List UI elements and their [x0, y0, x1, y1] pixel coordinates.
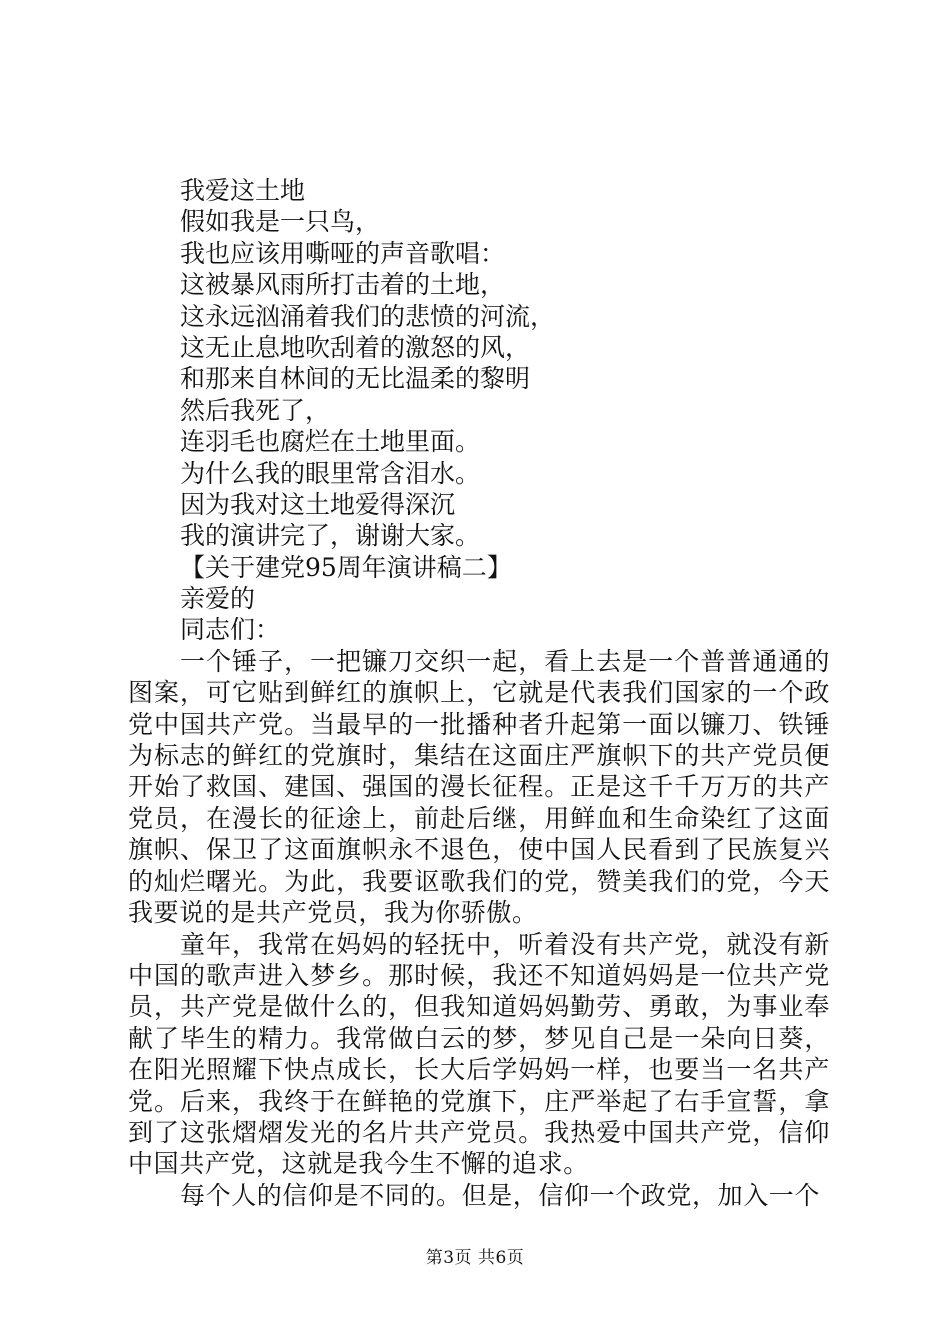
poem-line: 和那来自林间的无比温柔的黎明: [180, 364, 531, 394]
poem-line: 这被暴风雨所打击着的土地，: [180, 270, 506, 300]
poem-line: 因为我对这土地爱得深沉: [180, 489, 456, 519]
salutation: 同志们：: [180, 615, 281, 645]
poem-line: 我爱这土地: [180, 176, 306, 205]
poem-line: 为什么我的眼里常含泪水。: [180, 458, 481, 488]
body-paragraph: 童年，我常在妈妈的轻抚中，听着没有共产党，就没有新中国的歌声进入梦乡。那时候，我还不知道妈妈是一位共产党员，共产党是做什么的，但我知道妈妈勤劳、勇敢，为事业奉献了毕生的精力。我常做白云的梦，梦见自己是一朵向日葵，在阳光照耀下快点成长，长大后学妈妈一样，也要当一名共产党。后来，我终于在鲜艳的党旗下，庄严举起了右手宣誓，拿到了这张熠熠发光的名片共产党员。我热爱中国共产党，信仰中国共产党，这就是我今生不懈的追求。: [128, 929, 830, 1179]
poem-line: 这无止息地吹刮着的激怒的风，: [180, 332, 531, 362]
poem-line: 这永远汹涌着我们的悲愤的河流，: [180, 301, 556, 331]
salutation: 亲爱的: [180, 584, 256, 614]
poem-line: 假如我是一只鸟，: [180, 207, 381, 237]
poem-line: 然后我死了，: [180, 395, 331, 425]
document-body: [128, 175, 830, 1211]
section-heading: 【关于建党95周年演讲稿二】: [180, 552, 512, 582]
poem-line: 我的演讲完了，谢谢大家。: [180, 521, 481, 551]
poem-line: 连羽毛也腐烂在土地里面。: [180, 427, 481, 457]
body-paragraph: 一个锤子，一把镰刀交织一起，看上去是一个普普通通的图案，可它贴到鲜红的旗帜上，它就是代表我们国家的一个政党中国共产党。当最早的一批播种者升起第一面以镰刀、铁锤为标志的鲜红的党旗时，集结在这面庄严旗帜下的共产党员便开始了救国、建国、强国的漫长征程。正是这千千万万的共产党员，在漫长的征途上，前赴后继，用鲜血和生命染红了这面旗帜、保卫了这面旗帜永不退色，使中国人民看到了民族复兴的灿烂曙光。为此，我要讴歌我们的党，赞美我们的党，今天我要说的是共产党员，我为你骄傲。: [128, 646, 830, 928]
body-paragraph: 每个人的信仰是不同的。但是，信仰一个政党，加入一个: [180, 1180, 821, 1210]
page-number-footer: 第3页 共6页: [425, 1248, 525, 1268]
poem-line: 我也应该用嘶哑的声音歌唱：: [180, 238, 506, 268]
